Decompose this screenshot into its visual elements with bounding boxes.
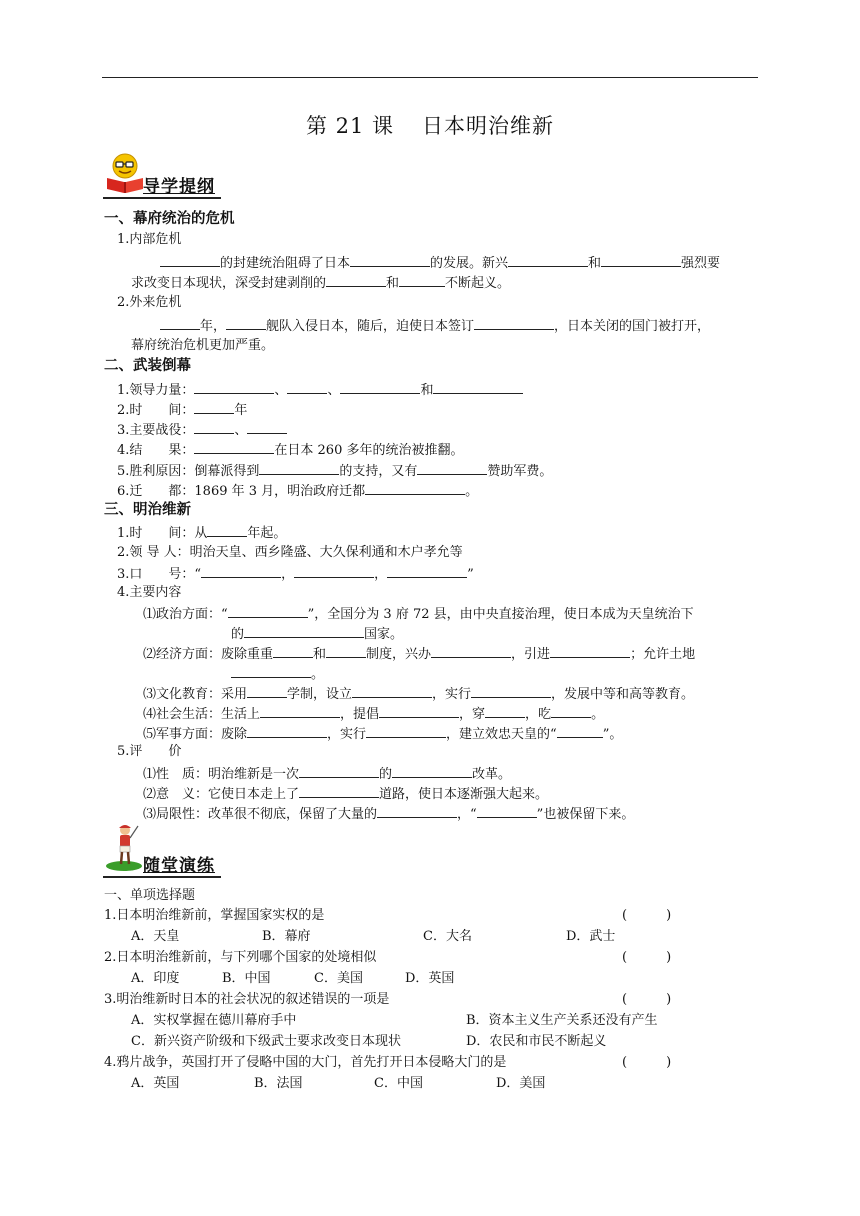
section-heading-practice: 随堂演练 (143, 856, 215, 876)
heading-meiji-restoration: 三、明治维新 (104, 502, 191, 518)
option[interactable]: D．美国 (496, 1076, 546, 1091)
answer-paren-1[interactable]: ( ) (622, 908, 672, 923)
section-underline (103, 876, 221, 878)
option[interactable]: B．法国 (254, 1076, 303, 1091)
question-1: 1.日本明治维新前，掌握国家实权的是 (104, 908, 325, 923)
line-external-a: 年， 舰队入侵日本，随后，迫使日本签订 ，日本关闭的国门被打开， (160, 316, 710, 336)
line-economy-b: 。 (231, 664, 324, 684)
option[interactable]: B．中国 (222, 971, 271, 986)
line-politics-a: ⑴政治方面：“ ”，全国分为 3 府 72 县，由中央直接治理，使日本成为天皇统治下 (143, 604, 694, 624)
heading-armed-overthrow: 二、武装倒幕 (104, 358, 191, 374)
option[interactable]: A．实权掌握在德川幕府手中 (131, 1013, 297, 1028)
line-external-b: 幕府统治危机更加严重。 (131, 338, 275, 353)
line-economy-a: ⑵经济方面：废除重重 和 制度，兴办 ，引进 ；允许土地 (143, 644, 695, 664)
option[interactable]: A．英国 (131, 1076, 180, 1091)
reading-smiley-icon (103, 152, 147, 194)
line-internal-a: 的封建统治阻碍了日本 的发展。新兴 和 强烈要 (160, 253, 720, 273)
line-leaders: 1.领导力量： 、 、 和 (117, 380, 523, 400)
lesson-number: 第 21 课 (305, 114, 395, 138)
option[interactable]: B．幕府 (262, 929, 311, 944)
question-2: 2.日本明治维新前，与下列哪个国家的处境相似 (104, 950, 377, 965)
line-time: 2.时 间： 年 (117, 400, 247, 420)
option[interactable]: D．农民和市民不断起义 (466, 1034, 607, 1049)
line-reasons: 5.胜利原因：倒幕派得到 的支持，又有 赞助军费。 (117, 461, 552, 481)
line-nature: ⑴性 质：明治维新是一次 的 改革。 (143, 764, 511, 784)
option[interactable]: C．大名 (423, 929, 472, 944)
page-title (0, 110, 860, 140)
subheading-single-choice: 一、单项选择题 (104, 888, 196, 903)
line-meiji-leaders: 2.领 导 人：明治天皇、西乡隆盛、大久保利通和木户孝允等 (117, 545, 463, 560)
option[interactable]: C．新兴资产阶级和下级武士要求改变日本现状 (131, 1034, 401, 1049)
line-battles: 3.主要战役： 、 (117, 420, 287, 440)
line-military: ⑸军事方面：废除 ，实行 ，建立效忠天皇的“ ”。 (143, 724, 622, 744)
golfer-icon (104, 822, 144, 872)
line-main-content: 4.主要内容 (117, 585, 182, 600)
heading-shogunate-crisis: 一、幕府统治的危机 (104, 211, 235, 227)
option[interactable]: B．资本主义生产关系还没有产生 (466, 1013, 658, 1028)
line-slogan: 3.口 号：“ ， ， ” (117, 564, 474, 584)
line-internal-b: 求改变日本现状，深受封建剥削的 和 不断起义。 (131, 273, 510, 293)
item-internal-crisis: 1.内部危机 (117, 232, 182, 247)
option[interactable]: C．中国 (374, 1076, 423, 1091)
line-significance: ⑵意 义：它使日本走上了 道路，使日本逐渐强大起来。 (143, 784, 548, 804)
line-social: ⑷社会生活：生活上 ，提倡 ，穿 ，吃 。 (143, 704, 604, 724)
line-culture: ⑶文化教育：采用 学制，设立 ，实行 ，发展中等和高等教育。 (143, 684, 694, 704)
option[interactable]: D．武士 (566, 929, 616, 944)
lesson-name: 日本明治维新 (422, 114, 555, 138)
line-result: 4.结 果： 在日本 260 多年的统治被推翻。 (117, 440, 463, 460)
line-limitation: ⑶局限性：改革很不彻底，保留了大量的 ，“ ”也被保留下来。 (143, 804, 634, 824)
answer-paren-4[interactable]: ( ) (622, 1055, 672, 1070)
line-meiji-time: 1.时 间：从 年起。 (117, 523, 286, 543)
answer-paren-3[interactable]: ( ) (622, 992, 672, 1007)
item-external-crisis: 2.外来危机 (117, 295, 182, 310)
option[interactable]: D．英国 (405, 971, 455, 986)
answer-paren-2[interactable]: ( ) (622, 950, 672, 965)
option[interactable]: A．印度 (131, 971, 180, 986)
option[interactable]: A．天皇 (131, 929, 180, 944)
question-3: 3.明治维新时日本的社会状况的叙述错误的一项是 (104, 992, 390, 1007)
section-heading-guide: 导学提纲 (143, 177, 215, 197)
line-capital: 6.迁 都：1869 年 3 月，明治政府迁都 。 (117, 481, 478, 501)
line-evaluation: 5.评 价 (117, 744, 182, 759)
header-rule (102, 77, 758, 78)
line-politics-b: 的 国家。 (231, 624, 403, 644)
option[interactable]: C．美国 (314, 971, 363, 986)
section-underline (103, 197, 221, 199)
question-4: 4.鸦片战争，英国打开了侵略中国的大门，首先打开日本侵略大门的是 (104, 1055, 507, 1070)
